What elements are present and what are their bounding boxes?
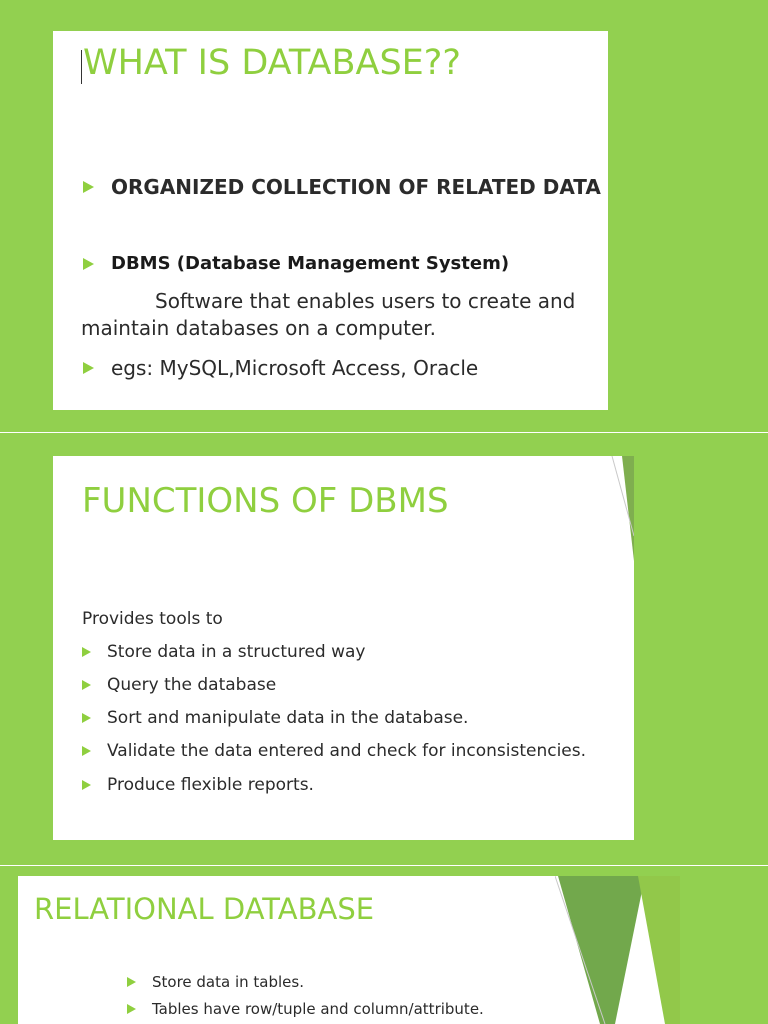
bullet-text: DBMS (Database Management System): [111, 253, 510, 274]
bullet-text: Query the database: [107, 675, 277, 695]
triangle-bullet-icon: [82, 780, 91, 790]
bullet-item: [83, 175, 601, 199]
bullet-item: [83, 356, 478, 380]
bullet-item: [82, 642, 365, 662]
slide-what-is-database: [53, 31, 608, 410]
bullet-item: [82, 675, 276, 695]
slide-functions-of-dbms: [53, 456, 634, 840]
triangle-bullet-icon: [82, 680, 91, 690]
bullet-text: egs: MySQL,Microsoft Access, Oracle: [111, 356, 479, 380]
triangle-bullet-icon: [127, 1004, 136, 1014]
bullet-text: Produce flexible reports.: [107, 775, 314, 795]
intro-text: Provides tools to: [82, 609, 223, 629]
bullet-text: Tables have row/tuple and column/attribute.: [152, 1000, 484, 1018]
bullet-item: [127, 1000, 484, 1018]
triangle-bullet-icon: [127, 977, 136, 987]
triangle-bullet-icon: [83, 362, 94, 374]
triangle-bullet-icon: [82, 746, 91, 756]
slide-title: FUNCTIONS OF DBMS: [82, 481, 449, 521]
bullet-text: ORGANIZED COLLECTION OF RELATED DATA: [111, 175, 601, 199]
bullet-text: Store data in a structured way: [107, 642, 366, 662]
bullet-text: Store data in tables.: [152, 973, 304, 991]
triangle-bullet-icon: [82, 713, 91, 723]
slide-divider: [0, 865, 768, 866]
description-line: maintain databases on a computer.: [81, 316, 437, 340]
bullet-text: Validate the data entered and check for inconsistencies.: [107, 741, 587, 761]
slide-divider: [0, 432, 768, 433]
text-cursor: [81, 50, 82, 84]
slide-title: WHAT IS DATABASE??: [83, 43, 461, 83]
corner-decoration-icon: [555, 876, 680, 1024]
bullet-item: [82, 775, 314, 795]
triangle-bullet-icon: [83, 258, 94, 270]
bullet-item: [82, 708, 468, 728]
description-line: Software that enables users to create and: [155, 289, 576, 313]
slide-title: RELATIONAL DATABASE: [34, 892, 375, 926]
bullet-item: [83, 253, 509, 274]
triangle-bullet-icon: [83, 181, 94, 193]
bullet-item: [127, 973, 304, 991]
triangle-bullet-icon: [82, 647, 91, 657]
bullet-text: Sort and manipulate data in the database.: [107, 708, 469, 728]
slide-relational-database: [18, 876, 680, 1024]
bullet-item: [82, 741, 586, 761]
corner-decoration-icon: [604, 456, 634, 576]
